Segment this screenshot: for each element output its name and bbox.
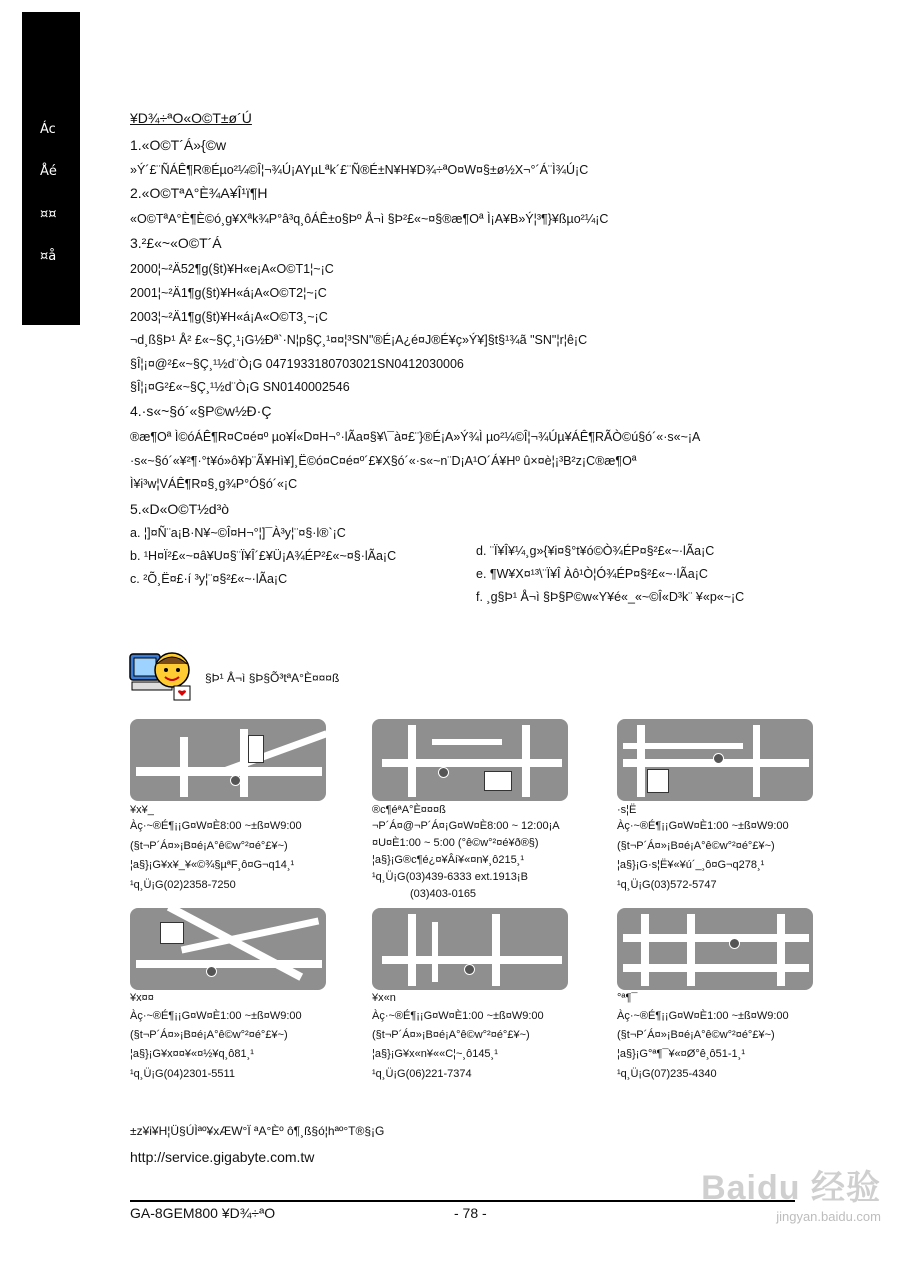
paragraph: ®æ¶Oª Ì©óÁÊ¶R¤C¤é¤º µo¥Í«D¤H¬°·lÃa¤§¥\¯à¤£¨}®É¡A»Ý¾Ì µo²¼©Î¦¬¾Úµ¥ÁÊ¶RÃÒ©ú§ó´«·s«~¡A [130, 430, 701, 444]
service-heading: §Þ¹ Å¬ì §Þ§Õ³tªA°È¤¤¤ß [205, 671, 340, 685]
center-hours: ¬P´Á¤@¬P´Á¤¡G¤W¤È8:00 ~ 12:00¡A [372, 820, 560, 832]
paragraph: ¬d¸ß§Þ¹ Å² £«~§Ç¸¹¡G½Ðª`·N¦p§Ç¸¹¤¤¦³SN"®É¡A¿é¤J®É¥ç»Ý¥]§t§¹¾ã "SN"¦r¦ê¡C [130, 333, 588, 347]
center-hours: Àç·~®É¶¡¡G¤W¤È1:00 ~±ß¤W9:00 [372, 1010, 544, 1022]
center-phone: ¹q¸Ü¡G(03)572-5747 [617, 879, 717, 891]
page-number: - 78 - [454, 1205, 487, 1221]
map-kaohsiung [617, 908, 813, 990]
paragraph: «O©TªA°È¶È©ó¸g¥Xªk¾P°â³q¸ôÁÊ±o§Þº Å¬ì §Þ²£«~¤§®æ¶Oª Ì¡A¥B»Ý¦³¶}¥ßµo²¼¡C [130, 212, 609, 226]
center-note: (§t¬P´Á¤»¡B¤é¡A°ê©w°²¤é°£¥~) [617, 840, 775, 852]
exclusion-item: d. ¨Ï¥Î¥¼¸g»{¥i¤§°t¥ó©Ò¾ÉP¤§²£«~·lÃa¡C [476, 544, 715, 558]
center-hours: Àç·~®É¶¡¡G¤W¤È1:00 ~±ß¤W9:00 [130, 1010, 302, 1022]
serial-example-1: §Î¦¡¤@²£«~§Ç¸¹½d¨Ò¡G 0471933180703021SN0412030006 [130, 357, 464, 371]
center-name: ¥x¥_ [130, 804, 154, 816]
center-hours: Àç·~®É¶¡¡G¤W¤È1:00 ~±ß¤W9:00 [617, 1010, 789, 1022]
center-address: ¦a§}¡G¥x«n¥««C¦~¸ô145¸¹ [372, 1048, 498, 1060]
center-address: ¦a§}¡G°ª¶¯¥«¤Ø°ê¸ô51-1¸¹ [617, 1048, 745, 1060]
center-phone: ¹q¸Ü¡G(07)235-4340 [617, 1068, 717, 1080]
center-name: °ª¶¯ [617, 992, 638, 1004]
watermark-site: jingyan.baidu.com [776, 1209, 881, 1224]
side-tab-label-3: ¤¤ [40, 207, 57, 222]
map-taipei [130, 719, 326, 801]
center-address: ¦a§}¡G·s¦Ë¥«¥ú´_¸ô¤G¬q278¸¹ [617, 859, 765, 871]
paragraph: »Ý´£¨ÑÁÊ¶R®Éµo²¼©Î¦¬¾Ú¡AYµLªk´£¨Ñ®É±N¥H¥D¾÷ªO¤W¤§±ø½X¬°´Á¨Ì¾Ú¡C [130, 163, 589, 177]
exclusion-item: b. ¹H¤Ï²£«~¤â¥U¤§¨Ï¥Î´£¥Ü¡A¾ÉP²£«~¤§·lÃa¡C [130, 549, 397, 563]
exclusion-item: e. ¶W¥X¤¹³\¨Ï¥Î Àô¹Ò¦Ó¾ÉP¤§²£«~·lÃa¡C [476, 567, 708, 581]
center-address: ¦a§}¡G¥x¥_¥«©¾§µªF¸ô¤G¬q14¸¹ [130, 859, 295, 871]
exclusion-item: c. ²Õ¸Ë¤£·í ³y¦¨¤§²£«~·lÃa¡C [130, 572, 288, 586]
center-note: ¤U¤È1:00 ~ 5:00 (°ê©w°²¤é¥ð®§) [372, 837, 539, 849]
paragraph: 2003¦~²Ä1¶g(§t)¥H«á¡A«O©T3¸~¡C [130, 310, 328, 324]
map-tainan [372, 908, 568, 990]
center-name: ·s¦Ë [617, 804, 637, 816]
side-tab-label-4: ¤å [40, 249, 57, 264]
center-hours: Àç·~®É¶¡¡G¤W¤È1:00 ~±ß¤W9:00 [617, 820, 789, 832]
center-note: (§t¬P´Á¤»¡B¤é¡A°ê©w°²¤é°£¥~) [130, 840, 288, 852]
exclusion-item: f. ¸g§Þ¹ Å¬ì §Þ§P©w«Y¥é«_«~©Î«D³k¨ ¥«p«~¡C [476, 590, 745, 604]
map-taichung [130, 908, 326, 990]
center-name: ¥x¤¤ [130, 992, 154, 1004]
heading-2: 2.«O©TªA°È¾A¥Î¹ï¶H [130, 185, 268, 201]
side-tab-label-2: Åé [40, 164, 57, 179]
heading-4: 4.·s«~§ó´«§P©w½Ð·Ç [130, 403, 272, 419]
mascot-icon [128, 648, 196, 704]
center-address: ¦a§}¡G¥x¤¤¥«¤½¥q¸ô81¸¹ [130, 1048, 254, 1060]
footer-rule [130, 1200, 795, 1202]
center-note: (§t¬P´Á¤»¡B¤é¡A°ê©w°²¤é°£¥~) [372, 1029, 530, 1041]
section-title: ¥D¾÷ªO«O©T±ø´Ú [130, 110, 252, 126]
center-phone-2: (03)403-0165 [410, 888, 477, 900]
map-hsinchu [617, 719, 813, 801]
map-taoyuan [372, 719, 568, 801]
footer-model: GA-8GEM800 ¥D¾÷ªO [130, 1205, 276, 1221]
heading-1: 1.«O©T´Á»{©w [130, 137, 227, 153]
side-tab [22, 12, 80, 325]
center-note: (§t¬P´Á¤»¡B¤é¡A°ê©w°²¤é°£¥~) [130, 1029, 288, 1041]
paragraph: 2001¦~²Ä1¶g(§t)¥H«á¡A«O©T2¦~¡C [130, 286, 327, 300]
center-name: ®c¶éªA°È¤¤¤ß [372, 804, 446, 816]
heading-3: 3.²£«~«O©T´Á [130, 235, 222, 251]
center-phone: ¹q¸Ü¡G(04)2301-5511 [130, 1068, 235, 1080]
center-note: (§t¬P´Á¤»¡B¤é¡A°ê©w°²¤é°£¥~) [617, 1029, 775, 1041]
center-name: ¥x«n [372, 992, 396, 1004]
side-tab-label-1: Ác [40, 122, 56, 137]
center-phone: ¹q¸Ü¡G(03)439-6333 ext.1913¡B [372, 871, 528, 883]
center-phone: ¹q¸Ü¡G(02)2358-7250 [130, 879, 236, 891]
service-link[interactable]: http://service.gigabyte.com.tw [130, 1149, 315, 1165]
heading-5: 5.«D«O©T½d³ò [130, 501, 230, 517]
exclusion-item: a. ¦]¤Ñ¨a¡B·N¥~©Î¤H¬°¦]¯À³y¦¨¤§·l®`¡C [130, 526, 346, 540]
watermark-brand: Baidu 经验 [701, 1169, 881, 1207]
paragraph: 2000¦~²Ä52¶g(§t)¥H«e¡A«O©T1¦~¡C [130, 262, 334, 276]
center-hours: Àç·~®É¶¡¡G¤W¤È8:00 ~±ß¤W9:00 [130, 820, 302, 832]
paragraph: ·s«~§ó´«¥²¶·°t¥ó»ô¥þ¨Ã¥Hì¥]¸Ë©ó¤C¤é¤º´£¥X§ó´«·s«~n¨D¡A¹O´Á¥Hº û×¤è¦¡³B²z¡C®æ¶Oª [130, 454, 637, 468]
paragraph: Ì¥i³w¦VÁÊ¶R¤§¸g¾P°Ó§ó´«¡C [130, 477, 298, 491]
more-info-text: ±z¥i¥H¦Ü§ÚÌªº¥xÆW°Ï ªA°Èº ô¶¸ß§ó¦hªº°T®§¡G [130, 1124, 385, 1138]
baidu-watermark [701, 1160, 881, 1224]
center-address: ¦a§}¡G®c¶é¿¤¥Âí¥«¤n¥¸ô215¸¹ [372, 854, 525, 866]
center-phone: ¹q¸Ü¡G(06)221-7374 [372, 1068, 472, 1080]
serial-example-2: §Î¦¡¤G²£«~§Ç¸¹½d¨Ò¡G SN0140002546 [130, 380, 350, 394]
